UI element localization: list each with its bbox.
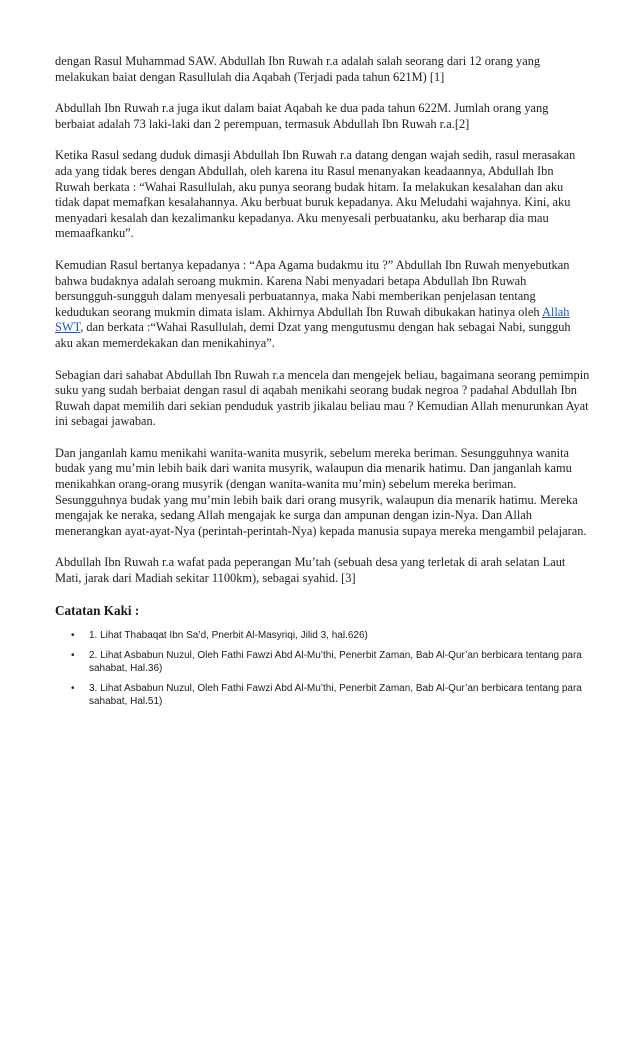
bullet-icon: • <box>71 630 75 642</box>
footnote-text: 2. Lihat Asbabun Nuzul, Oleh Fathi Fawzi Abd Al-Mu’thi, Penerbit Zaman, Bab Al-Qur’an berbicara tentang para sahabat, Hal.36) <box>89 649 582 675</box>
footnote-item <box>55 629 591 643</box>
footnote-text: 1. Lihat Thabaqat Ibn Sa’d, Pnerbit Al-Masyriqi, Jilid 3, hal.626) <box>89 630 368 642</box>
footnote-text: 3. Lihat Asbabun Nuzul, Oleh Fathi Fawzi Abd Al-Mu’thi, Penerbit Zaman, Bab Al-Qur’an berbicara tentang para sahabat, Hal.51) <box>89 682 582 708</box>
paragraph-celaan-sahabat: Sebagian dari sahabat Abdullah Ibn Ruwah r.a mencela dan mengejek beliau, bagaimana seorang pemimpin suku yang sudah berbaiat dengan rasul di aqabah menikahi seorang budak negroa ? padahal Abdullah Ibn Ruwah dapat memilih dari sekian penduduk yastrib jikalau beliau mau ? Kemudian Allah menurunkan Ayat ini sebagai jawaban. <box>55 367 590 429</box>
allah-swt-link[interactable]: Allah SWT <box>55 304 570 335</box>
document-page <box>55 54 591 715</box>
bullet-icon: • <box>71 649 75 661</box>
footnote-item <box>55 682 591 709</box>
paragraph-agama-budak <box>55 258 591 352</box>
paragraph-agama-budak-text-before: Kemudian Rasul bertanya kepadanya : “Apa Agama budakmu itu ?” Abdullah Ibn Ruwah menyebutkan bahwa budaknya adalah seroang mukmin. Karena Nabi menyadari betapa Abdullah Ibn Ruwah bersungguh-sungguh dalam menyesali perbuatannya, maka Nabi memberikan penjelasan tentang kedudukan seorang mukmin dimata islam. Akhirnya Abdullah Ibn Ruwah dibukakan hatinya oleh <box>55 257 570 319</box>
bullet-icon: • <box>71 682 75 694</box>
paragraph-wafat: Abdullah Ibn Ruwah r.a wafat pada peperangan Mu’tah (sebuah desa yang terletak di arah selatan Laut Mati, jarak dari Madiah sekitar 1100km), sebagai syahid. [3] <box>55 555 566 586</box>
footnotes-list <box>55 629 591 709</box>
footnotes-heading: Catatan Kaki : <box>55 602 140 618</box>
paragraph-baiat-aqabah-2: Abdullah Ibn Ruwah r.a juga ikut dalam baiat Aqabah ke dua pada tahun 622M. Jumlah orang yang berbaiat adalah 73 laki-laki dan 2 perempuan, termasuk Abdullah Ibn Ruwah r.a.[2] <box>55 101 549 131</box>
paragraph-ayat: Dan janganlah kamu menikahi wanita-wanita musyrik, sebelum mereka beriman. Sesungguhnya wanita budak yang mu’min lebih baik dari wanita musyrik, walaupun dia menarik hatimu. Dan janganlah kamu menikahkan orang-orang musyrik (dengan wanita-wanita mu’min) sebelum mereka beriman. Sesungguhnya budak yang mu’min lebih baik dari orang musyrik, walaupun dia menarik hatimu. Mereka mengajak ke neraka, sedang Allah mengajak ke surga dan ampunan dengan izin-Nya. Dan Allah menerangkan ayat-ayat-Nya (perintah-perintah-Nya) kepada manusia supaya mereka mengambil pelajaran. <box>55 445 587 538</box>
footnote-item <box>55 649 591 676</box>
paragraph-agama-budak-text-after: , dan berkata :“Wahai Rasullulah, demi Dzat yang mengutusmu dengan hak sebagai Nabi, sungguh aku akan memerdekakan dan menikahinya”. <box>55 320 571 350</box>
paragraph-budak-hitam: Ketika Rasul sedang duduk dimasji Abdullah Ibn Ruwah r.a datang dengan wajah sedih, rasul merasakan ada yang tidak beres dengan Abdullah, oleh karena itu Rasul menanyakan keadaannya, Abdullah Ibn Ruwah berkata : “Wahai Rasullulah, aku punya seorang budak hitam. Ia melakukan kesalahan dan aku tidak dapat memafkan kesalahannya. Aku berbuat buruk kepadanya. Aku Meludahi wajahnya. Kini, aku menyadari kesalah dan kezalimanku kepadanya. Aku menyesali perbuatanku, aku berharap dia mau memaafkanku”. <box>55 148 576 241</box>
paragraph-baiat-aqabah-1: dengan Rasul Muhammad SAW. Abdullah Ibn Ruwah r.a adalah salah seorang dari 12 orang yang melakukan baiat dengan Rasullulah dia Aqabah (Terjadi pada tahun 621M) [1] <box>55 54 541 84</box>
